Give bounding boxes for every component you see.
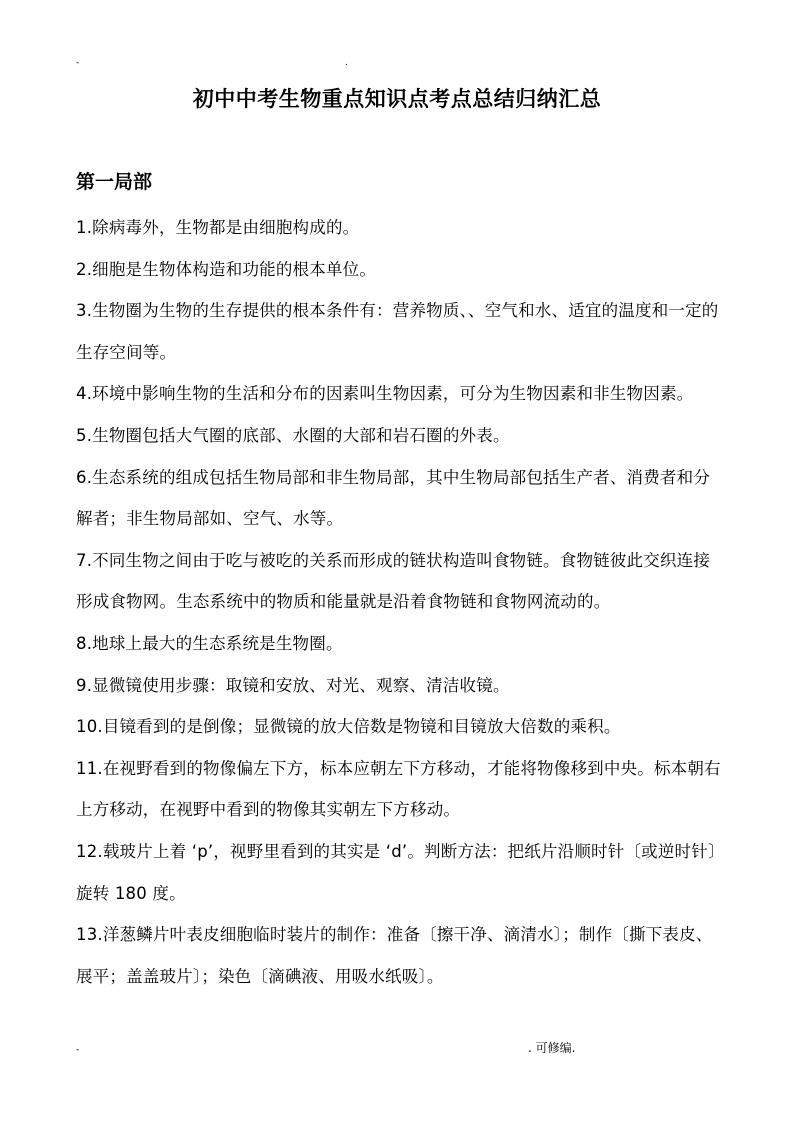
list-item <box>76 623 722 665</box>
item-text: 目镜看到的是倒像；显微镜的放大倍数是物镜和目镜放大倍数的乘积。 <box>102 717 621 737</box>
document-title: 初中中考生物重点知识点考点总结归纳汇总 <box>192 87 602 111</box>
item-number: 6. <box>76 467 93 487</box>
list-item <box>76 373 722 415</box>
item-text: 生物圈为生物的生存提供的根本条件有：营养物质、、空气和水、适宜的温度和一定的生存空间等。 <box>76 301 719 362</box>
item-number: 11. <box>76 758 103 778</box>
item-text: 不同生物之间由于吃与被吃的关系而形成的链状构造叫食物链。食物链彼此交织连接形成食物网。生态系统中的物质和能量就是沿着食物链和食物网流动的。 <box>76 550 711 612</box>
item-text: 地球上最大的生态系统是生物圈。 <box>92 633 343 653</box>
list-item <box>76 748 722 831</box>
item-number: 4. <box>76 384 93 404</box>
item-text: 环境中影响生物的生活和分布的因素叫生物因素，可分为生物因素和非生物因素。 <box>92 384 694 404</box>
item-number: 2. <box>76 259 93 279</box>
item-number: 12. <box>76 841 103 861</box>
item-number: 5. <box>76 425 93 445</box>
list-item <box>76 914 722 997</box>
list-item <box>76 540 722 623</box>
footer-left-mark: - <box>76 1045 80 1055</box>
item-number: 8. <box>76 633 93 653</box>
item-number: 10. <box>76 717 103 737</box>
list-item <box>76 207 722 249</box>
item-number: 9. <box>76 675 93 695</box>
list-item <box>76 831 722 914</box>
list-item <box>76 706 722 748</box>
item-text: 载玻片上着 ‘p’，视野里看到的其实是 ‘d’。判断方法：把纸片沿顺时针〔或逆时针〕旋转 180 度。 <box>76 841 717 903</box>
item-text: 在视野看到的物像偏左下方，标本应朝左下方移动，才能将物像移到中央。标本朝右上方移动，在视野中看到的物像其实朝左下方移动。 <box>76 758 721 820</box>
section-heading: 第一局部 <box>76 171 153 193</box>
header-center-mark: . <box>345 58 348 68</box>
item-text: 细胞是生物体构造和功能的根本单位。 <box>92 259 377 279</box>
document-body <box>76 207 722 997</box>
item-text: 显微镜使用步骤：取镜和安放、对光、观察、清洁收镜。 <box>92 675 510 695</box>
item-text: 生物圈包括大气圈的底部、水圈的大部和岩石圈的外表。 <box>92 425 510 445</box>
list-item <box>76 457 722 540</box>
item-number: 7. <box>76 550 93 570</box>
item-text: 生态系统的组成包括生物局部和非生物局部，其中生物局部包括生产者、消费者和分解者；非生物局部如、空气、水等。 <box>76 467 711 529</box>
header-left-mark: - <box>76 58 80 68</box>
item-text: 除病毒外，生物都是由细胞构成的。 <box>92 218 360 237</box>
item-text: 洋葱鳞片叶表皮细胞临时装片的制作：准备〔擦干净、滴清水〕；制作〔撕下表皮、展平；盖盖玻片〕；染色〔滴碘液、用吸水纸吸〕。 <box>76 925 713 986</box>
footer-note: . 可修编. <box>528 1041 576 1055</box>
list-item <box>76 290 722 373</box>
list-item <box>76 415 722 457</box>
list-item <box>76 665 722 707</box>
item-number: 3. <box>76 301 93 321</box>
item-number: 13. <box>76 925 103 945</box>
item-number: 1. <box>76 218 93 237</box>
list-item <box>76 249 722 291</box>
